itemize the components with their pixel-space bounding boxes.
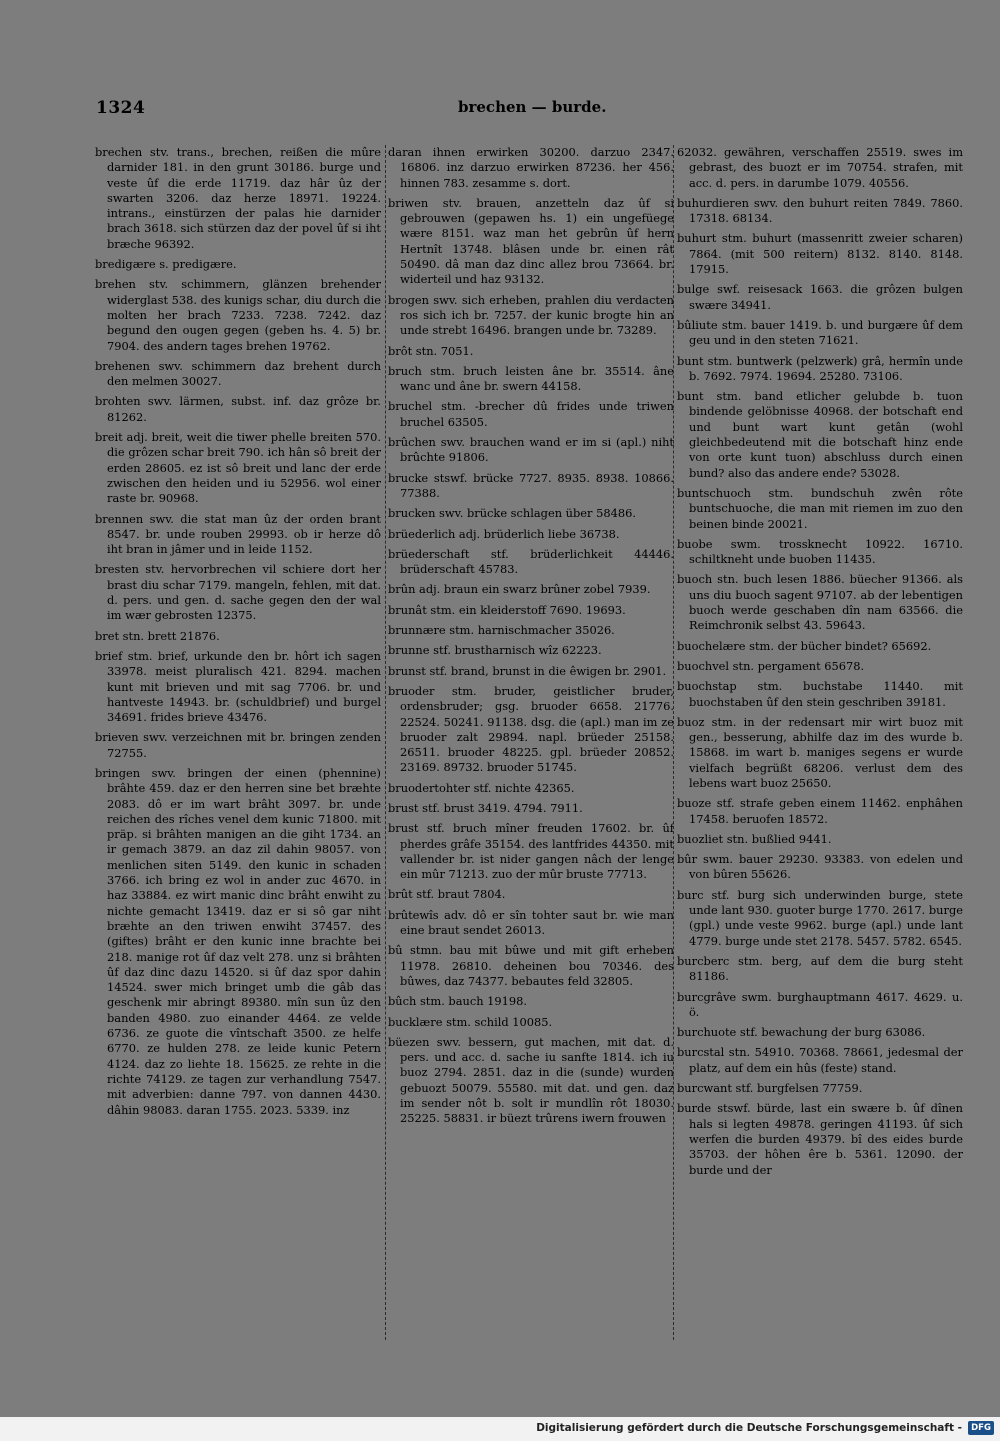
- dictionary-entry: [677, 389, 963, 481]
- dictionary-entry: [677, 954, 963, 985]
- entry-text: brehen stv. schimmern, glänzen brehender widerglast 538. des kunigs schar, diu durch die molten her brach 7233. 7238. 7242. daz begund den ougen gegen (geben hs. 4. 5) br. 7904. des andern tages brehen 19762.: [95, 277, 381, 353]
- dictionary-entry: [388, 527, 674, 542]
- dictionary-entry: [677, 852, 963, 883]
- funding-credit: Digitalisierung gefördert durch die Deutsche Forschungsgemeinschaft -: [536, 1422, 962, 1434]
- dictionary-entry: [95, 629, 381, 644]
- dictionary-entry: [95, 766, 381, 1118]
- dictionary-entry: [95, 145, 381, 252]
- dictionary-entry: [677, 145, 963, 191]
- entry-text: brucke stswf. brücke 7727. 8935. 8938. 10866. 77388.: [388, 470, 674, 500]
- entry-text: brunnære stm. harnischmacher 35026.: [388, 623, 615, 638]
- dictionary-entry: [95, 512, 381, 558]
- dictionary-entry: [95, 649, 381, 725]
- dictionary-entry: [388, 344, 674, 359]
- dictionary-entry: [677, 990, 963, 1021]
- entry-text: burcwant stf. burgfelsen 77759.: [677, 1081, 863, 1096]
- entry-text: brehenen swv. schimmern daz brehent durch den melmen 30027.: [95, 358, 381, 389]
- dictionary-entry: [388, 684, 674, 776]
- dictionary-entry: [677, 679, 963, 710]
- dictionary-entry: [677, 572, 963, 633]
- entry-text: burde stswf. bürde, last ein swære b. ûf dînen hals si legten 49878. geringen 41193. ûf sich werfen die burden 49379. bî des eides burde 35703. der hôhen êre b. 5361. 12090. der burde und der: [677, 1101, 963, 1177]
- entry-text: brief stm. brief, urkunde den br. hôrt ich sagen 33978. meist pluralisch 421. 8294. machen kunt mit brieven und mit sag 7706. br. und hantveste 14943. br. (schuldbrief) und burgel 34691. frides brieve 43476.: [95, 648, 381, 725]
- entry-text: buochvel stn. pergament 65678.: [677, 658, 865, 673]
- entry-text: buoch stn. buch lesen 1886. büecher 91366. als uns diu buoch sagent 97107. ab der lebentigen buoch werde geschaben dîn nam 63566. die Reimchronik selbst 43. 59643.: [677, 572, 963, 633]
- entry-text: büezen swv. bessern, gut machen, mit dat. d. pers. und acc. d. sache iu sanfte 1814. ich iu buoz 2794. 2851. daz in die (sunde) wurden gebuozt 50079. 55580. mit dat. und gen. daz im sender nôt b. solt ir mundlîn rôt 18030. 25225. 58831. ir büezt trûrens iwern frouwen: [388, 1034, 674, 1126]
- entry-text: buoz stm. in der redensart mir wirt buoz mit gen., besserung, abhilfe daz im des wurde b. 15868. im wart b. maniges segens er wurde vielfach begrüßt 68206. verlust dem des lebens wart buoz 25650.: [677, 714, 963, 790]
- dictionary-entry: [388, 293, 674, 339]
- dictionary-entry: [388, 506, 674, 521]
- entry-text: brucken swv. brücke schlagen über 58486.: [388, 506, 636, 521]
- column-divider: [673, 145, 674, 1340]
- entry-text: buhurt stm. buhurt (massenritt zweier scharen) 7864. (mit 500 reitern) 8132. 8140. 8148. 17915.: [677, 231, 963, 277]
- dictionary-entry: [388, 821, 674, 882]
- dictionary-entry: [388, 623, 674, 638]
- dictionary-entry: [388, 471, 674, 502]
- dictionary-entry: [95, 359, 381, 390]
- dictionary-entry: [388, 943, 674, 989]
- entry-text: bunt stm. buntwerk (pelzwerk) grâ, hermîn unde b. 7692. 7974. 19694. 25280. 73106.: [677, 353, 963, 383]
- dictionary-entry: [677, 715, 963, 791]
- entry-text: brogen swv. sich erheben, prahlen diu verdacten ros sich ich br. 7257. der kunic brogte hin an unde strebt 16496. brangen unde br. 73289.: [388, 292, 674, 338]
- dictionary-entry: [388, 547, 674, 578]
- dictionary-entry: [677, 486, 963, 532]
- dictionary-entry: [677, 832, 963, 847]
- dictionary-entry: [677, 639, 963, 654]
- entry-text: buobe swm. trossknecht 10922. 16710. schiltkneht unde buoben 11435.: [677, 536, 963, 567]
- dictionary-entry: [677, 196, 963, 227]
- dictionary-entry: [677, 796, 963, 827]
- entry-text: bulge swf. reisesack 1663. die grôzen bulgen swære 34941.: [677, 282, 963, 312]
- dictionary-entry: [388, 1035, 674, 1127]
- dictionary-entry: [388, 364, 674, 395]
- entry-text: bringen swv. bringen der einen (phennine) brâhte 459. daz er den herren sine bet bræhte 2083. dô er im wart brâht 3097. br. unde reichen des rîches venel dem kunic 71800. mit präp. si brâhten manigen an die giht 1734. an ir gemach 3879. an daz zil dahin 98057. von menlichen siten 5149. den kunic in schaden 3766. ich bring ez wol in ander zuc 4670. in haz 33884. ez wirt manic dinc brâht enwiht zu nichte gemacht 13419. daz er si sô gar niht bræhte an den triwen enwiht 37457. des (giftes) brâht er den kunic inne brachte bei 218. manige rot ûf daz velt 278. unz si brâhten ûf daz dinc dazu 14520. si ûf daz spor dahin 14524. swer mich bringet umb die gâb das geschenk mir abringt 89380. mîn sun ûz den banden 4980. zuo einander 4464. ze velde 6736. ze guote die vîntschaft 3500. ze helfe 6770. ze hulden 278. ze leide kunic Petern 4124. daz zo liehte 18. 15625. ze rehte in die richte 74129. ze tagen zur verhandlung 7547. mit adverbien: danne 797. von dannen 4430. dâhin 98083. daran 1755. 2023. 5339. inz: [95, 765, 381, 1117]
- dictionary-entry: [388, 664, 674, 679]
- dictionary-entry: [388, 603, 674, 618]
- column-divider: [385, 145, 386, 1340]
- entry-text: brunne stf. brustharnisch wîz 62223.: [388, 643, 602, 658]
- entry-text: brût stf. braut 7804.: [388, 887, 506, 902]
- entry-text: bresten stv. hervorbrechen vil schiere dort her brast diu schar 7179. mangeln, fehlen, mit dat. d. pers. und gen. d. sache gegen den der wal im wær gebrosten 12375.: [95, 562, 381, 623]
- entry-text: buoze stf. strafe geben einem 11462. enphâhen 17458. beruofen 18572.: [677, 796, 963, 826]
- entry-text: brûchen swv. brauchen wand er im si (apl.) niht brûchte 91806.: [388, 435, 674, 465]
- page-header: [0, 98, 1000, 122]
- entry-text: bruch stm. bruch leisten âne br. 35514. âne wanc und âne br. swern 44158.: [388, 363, 674, 394]
- dictionary-entry: [95, 277, 381, 353]
- entry-text: bruchel stm. -brecher dû frides unde triwen bruchel 63505.: [388, 399, 674, 429]
- entry-text: buntschuoch stm. bundschuh zwên rôte buntschuoche, die man mit riemen im zuo den beinen binde 20021.: [677, 485, 963, 531]
- entry-text: brüederlich adj. brüderlich liebe 36738.: [388, 526, 620, 541]
- entry-text: brechen stv. trans., brechen, reißen die mûre darnider 181. in den grunt 30186. burge und veste ûf die erde 11719. daz hâr ûz der swarten 3206. daz herze 18971. 19224. intrans., einstürzen der palas hie darnider brach 3618. sich stürzen daz der povel ûf si iht bræche 96392.: [95, 145, 381, 251]
- dictionary-column-left: [95, 145, 381, 1340]
- dictionary-entry: [388, 435, 674, 466]
- dictionary-entry: [388, 781, 674, 796]
- entry-text: burcstal stn. 54910. 70368. 78661, jedesmal der platz, auf dem ein hûs (feste) stand.: [677, 1045, 963, 1075]
- entry-text: brûn adj. braun ein swarz brûner zobel 7939.: [388, 582, 651, 597]
- entry-text: brûtewîs adv. dô er sîn tohter saut br. wie man eine braut sendet 26013.: [388, 907, 674, 938]
- entry-text: bret stn. brett 21876.: [95, 628, 220, 643]
- entry-text: brüederschaft stf. brüderlichkeit 44446. brüderschaft 45783.: [388, 546, 674, 577]
- dictionary-entry: [388, 801, 674, 816]
- dictionary-entry: [677, 888, 963, 949]
- dictionary-entry: [95, 257, 381, 272]
- dictionary-entry: [95, 730, 381, 761]
- entry-text: brôt stn. 7051.: [388, 343, 474, 358]
- dictionary-entry: [388, 399, 674, 430]
- dictionary-entry: [677, 1101, 963, 1177]
- entry-text: daran ihnen erwirken 30200. darzuo 2347. 16806. inz darzuo erwirken 87236. her 456. hinnen 783. zesamme s. dort.: [388, 145, 674, 190]
- dictionary-entry: [388, 994, 674, 1009]
- entry-text: bredigære s. predigære.: [95, 257, 237, 272]
- entry-text: brunst stf. brand, brunst in die êwigen br. 2901.: [388, 663, 667, 678]
- dictionary-entry: [677, 354, 963, 385]
- entry-text: brust stf. brust 3419. 4794. 7911.: [388, 800, 583, 815]
- entry-text: bucklære stm. schild 10085.: [388, 1014, 553, 1029]
- entry-text: bûliute stm. bauer 1419. b. und burgære ûf dem geu und in den steten 71621.: [677, 317, 963, 348]
- dictionary-entry: [388, 643, 674, 658]
- entry-text: buhurdieren swv. den buhurt reiten 7849. 7860. 17318. 68134.: [677, 195, 963, 226]
- dictionary-entry: [95, 430, 381, 506]
- dictionary-entry: [677, 659, 963, 674]
- dfg-logo-icon: DFG: [968, 1421, 994, 1435]
- entry-text: buozliet stn. bußlied 9441.: [677, 831, 832, 846]
- dictionary-entry: [677, 1045, 963, 1076]
- running-head: brechen — burde.: [458, 98, 607, 116]
- entry-text: brust stf. bruch mîner freuden 17602. br. ûf pherdes grâfe 35154. des lantfrides 44350. mit vallender br. ist nider gangen nâch der lenge ein mûr 71213. zuo der mûr bruste 77713.: [388, 821, 674, 882]
- dictionary-entry: [677, 231, 963, 277]
- dictionary-entry: [677, 537, 963, 568]
- dictionary-entry: [388, 887, 674, 902]
- dictionary-entry: [388, 1015, 674, 1030]
- dictionary-entry: [677, 1081, 963, 1096]
- entry-text: brunât stm. ein kleiderstoff 7690. 19693.: [388, 602, 626, 617]
- entry-text: brieven swv. verzeichnen mit br. bringen zenden 72755.: [95, 730, 381, 760]
- entry-text: buochelære stm. der bücher bindet? 65692.: [677, 638, 932, 653]
- entry-text: brohten swv. lärmen, subst. inf. daz grôze br. 81262.: [95, 394, 381, 424]
- dictionary-entry: [677, 282, 963, 313]
- dictionary-entry: [677, 318, 963, 349]
- dictionary-entry: [95, 562, 381, 623]
- entry-text: breit adj. breit, weit die tiwer phelle breiten 570. die grôzen schar breit 790. ich hân sô breit der erden 28605. ez ist sô breit und lanc der erde zwischen den heiden und iu 52956. wol einer raste br. 90968.: [95, 430, 381, 506]
- entry-text: bû stmn. bau mit bûwe und mit gift erheben 11978. 26810. deheinen bou 70346. des bûwes, daz 74377. bebautes feld 32805.: [388, 943, 674, 988]
- entry-text: burcgrâve swm. burghauptmann 4617. 4629. u. ö.: [677, 989, 963, 1019]
- dictionary-entry: [388, 145, 674, 191]
- page-number: 1324: [96, 98, 146, 118]
- entry-text: bunt stm. band etlicher gelubde b. tuon bindende gelöbnisse 40968. der botschaft end und bunt wart kunt getân (wohl gleichbedeutend mit die botschaft hinz ende von orte kunt tuon) abschluss durch einen bund? also das andere ende? 53028.: [677, 389, 963, 480]
- entry-text: briwen stv. brauen, anzetteln daz ûf si gebrouwen (gepawen hs. 1) ein ungefüege wære 8151. waz man het gebrûn ûf hern Hertnît 13748. blâsen unde br. einen rât 50490. dâ man daz dinc allez brou 73664. br. widerteil und haz 93132.: [388, 195, 674, 287]
- entry-text: bûr swm. bauer 29230. 93383. von edelen und von bûren 55626.: [677, 852, 963, 882]
- dictionary-column-right: [677, 145, 963, 1340]
- footer-bar: [0, 1417, 1000, 1441]
- dictionary-entry: [677, 1025, 963, 1040]
- entry-text: 62032. gewähren, verschaffen 25519. swes im gebrast, des buozt er im 70754. strafen, mit acc. d. pers. in darumbe 1079. 40556.: [677, 145, 963, 190]
- dictionary-column-middle: [388, 145, 674, 1340]
- dictionary-entry: [388, 908, 674, 939]
- entry-text: burchuote stf. bewachung der burg 63086.: [677, 1025, 926, 1040]
- dictionary-entry: [388, 582, 674, 597]
- entry-text: bruoder stm. bruder, geistlicher bruder, ordensbruder; gsg. bruoder 6658. 21776. 22524. 50241. 91138. dsg. die (apl.) man im ze bruoder zalt 29894. napl. brüeder 25158. 26511. bruoder 48225. gpl. brüeder 20852. 23169. 89732. bruoder 51745.: [388, 683, 674, 775]
- entry-text: buochstap stm. buchstabe 11440. mit buochstaben ûf den stein geschriben 39181.: [677, 679, 963, 709]
- entry-text: brennen swv. die stat man ûz der orden brant 8547. br. unde rouben 29993. ob ir herze dô iht bran in jâmer und in leide 1152.: [95, 511, 381, 557]
- dictionary-entry: [95, 394, 381, 425]
- entry-text: bûch stm. bauch 19198.: [388, 994, 528, 1009]
- entry-text: burc stf. burg sich underwinden burge, stete unde lant 930. guoter burge 1770. 2617. burge (gpl.) unde veste 9962. burge (apl.) unde lant 4779. burge unde stet 2178. 5457. 5782. 6545.: [677, 887, 963, 948]
- dictionary-entry: [388, 196, 674, 288]
- entry-text: bruodertohter stf. nichte 42365.: [388, 780, 575, 795]
- entry-text: burcberc stm. berg, auf dem die burg steht 81186.: [677, 953, 963, 984]
